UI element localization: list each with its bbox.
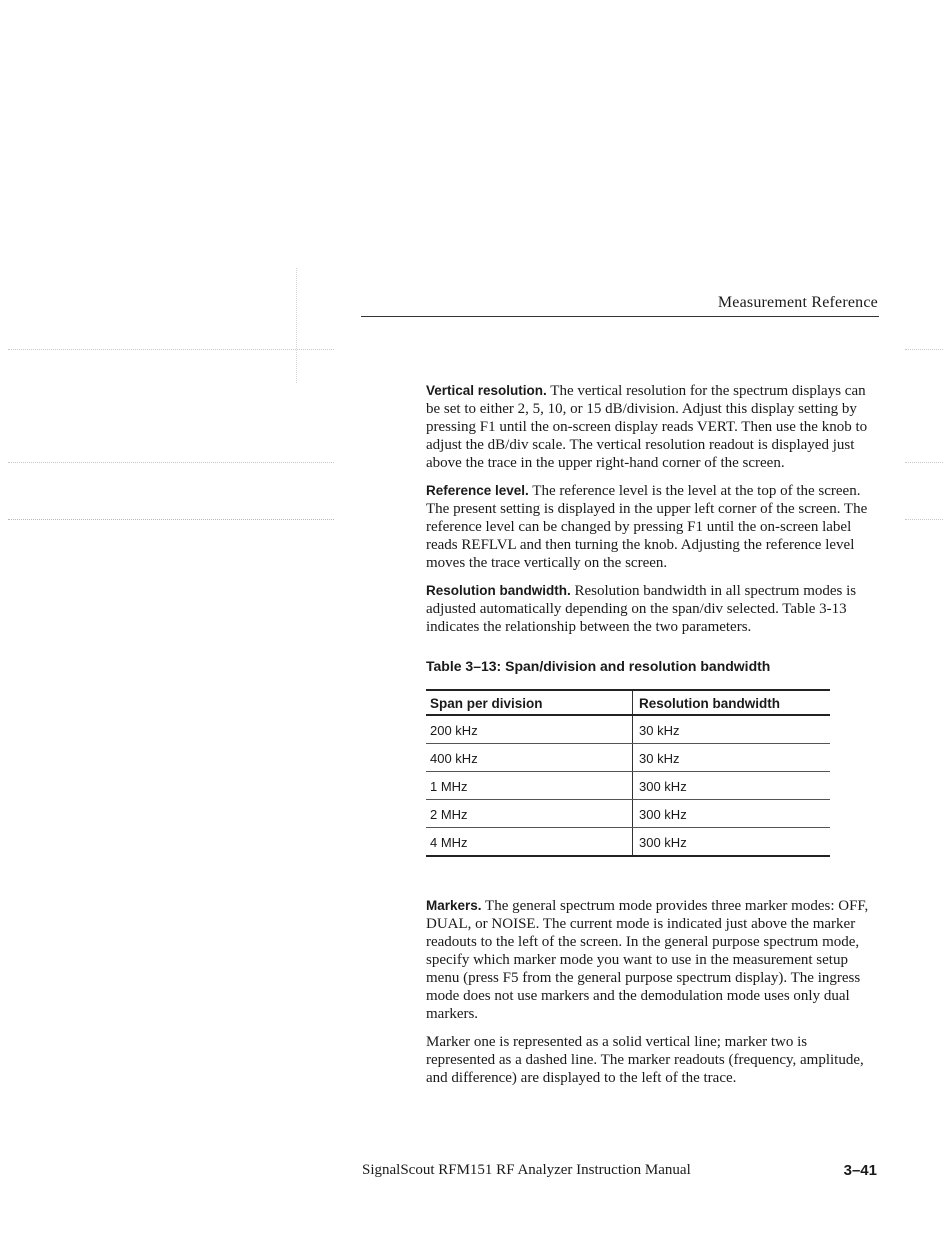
table-row — [426, 715, 830, 744]
table-cell: 300 kHz — [633, 772, 831, 800]
table-cell: 30 kHz — [633, 715, 831, 744]
page-number: 3–41 — [843, 1162, 877, 1179]
paragraph-text: The general spectrum mode provides three marker modes: OFF, DUAL, or NOISE. The current mode is indicated just above the marker readouts to the left of the screen. In the general purpose spectrum mode, specify which marker mode you want to use in the measurement setup menu (press F5 from the general purpose spectrum display). The ingress mode does not use markers and the demodulation mode uses only dual markers. — [426, 898, 869, 1022]
paragraph-text: The vertical resolution for the spectrum displays can be set to either 2, 5, 10, or 15 dB/division. Adjust this display setting by pressing F1 until the on-screen display reads VERT. Then use the knob to adjust the dB/div scale. The vertical resolution readout is displayed just above the trace in the upper right-hand corner of the screen. — [426, 383, 868, 471]
table-cell: 300 kHz — [633, 800, 831, 828]
table-cell: 1 MHz — [426, 772, 633, 800]
table-row — [426, 828, 830, 857]
scan-artifact-vertical — [296, 268, 297, 383]
paragraph-reference-level — [426, 482, 871, 572]
table-row — [426, 772, 830, 800]
table-row — [426, 800, 830, 828]
paragraph-text: The reference level is the level at the top of the screen. The present setting is displayed in the upper left corner of the screen. The reference level can be changed by pressing F1 until the on-screen label reads REFLVL and then turning the knob. Adjusting the reference level moves the trace vertically on the screen. — [426, 483, 868, 571]
table-header-row — [426, 690, 830, 715]
table-caption: Table 3–13: Span/division and resolution bandwidth — [426, 658, 771, 674]
main-content — [426, 382, 871, 1097]
column-header: Resolution bandwidth — [633, 690, 831, 715]
run-in-heading: Resolution bandwidth. — [426, 583, 571, 598]
table-cell: 4 MHz — [426, 828, 633, 857]
table-cell: 200 kHz — [426, 715, 633, 744]
scan-artifact-line — [905, 519, 943, 520]
column-header: Span per division — [426, 690, 633, 715]
run-in-heading: Vertical resolution. — [426, 383, 547, 398]
paragraph-resolution-bandwidth — [426, 582, 871, 636]
run-in-heading: Reference level. — [426, 483, 529, 498]
table-row — [426, 744, 830, 772]
table-cell: 300 kHz — [633, 828, 831, 857]
scan-artifact-line — [8, 519, 334, 520]
scan-artifact-line — [8, 462, 334, 463]
paragraph-vertical-resolution — [426, 382, 871, 472]
paragraph-markers — [426, 897, 871, 1023]
scan-artifact-line — [905, 462, 943, 463]
run-in-heading: Markers. — [426, 898, 482, 913]
table-cell: 400 kHz — [426, 744, 633, 772]
running-header: Measurement Reference — [717, 294, 878, 311]
header-rule — [361, 316, 879, 317]
paragraph-text: Resolution bandwidth in all spectrum modes is adjusted automatically depending on the span/div selected. Table 3-13 indicates the relationship between the two parameters. — [426, 583, 857, 635]
scan-artifact-line — [905, 349, 943, 350]
footer-manual-title: SignalScout RFM151 RF Analyzer Instruction Manual — [362, 1162, 691, 1178]
span-bandwidth-table — [426, 689, 830, 857]
paragraph-marker-description: Marker one is represented as a solid vertical line; marker two is represented as a dashed line. The marker readouts (frequency, amplitude, and difference) are displayed to the left of the trace. — [426, 1034, 864, 1086]
scan-artifact-line — [8, 349, 334, 350]
table-cell: 2 MHz — [426, 800, 633, 828]
table-cell: 30 kHz — [633, 744, 831, 772]
